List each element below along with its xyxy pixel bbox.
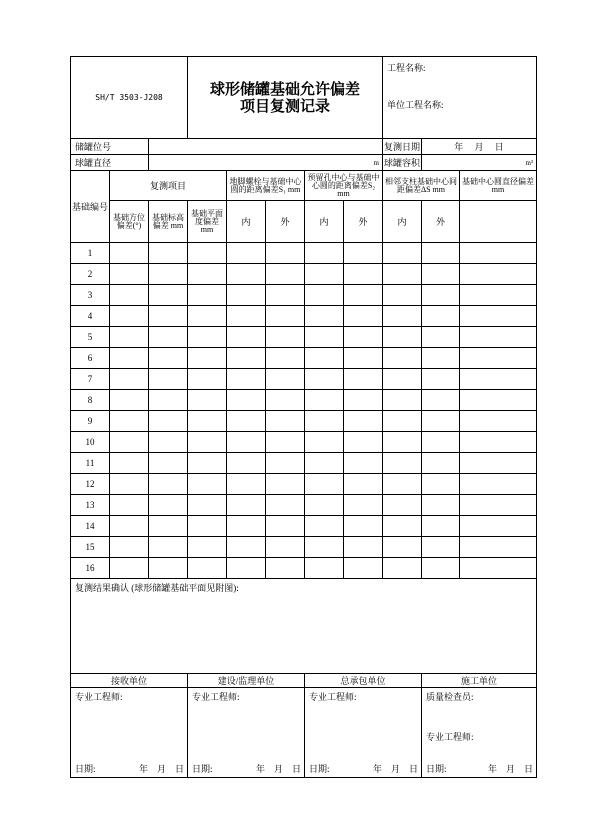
data-cell[interactable] — [344, 348, 383, 369]
form-title-line1: 球形储罐基础允许偏差 — [209, 79, 360, 98]
data-cell[interactable] — [422, 537, 460, 558]
data-cell[interactable] — [344, 432, 383, 453]
data-cell[interactable] — [266, 495, 305, 516]
data-cell[interactable] — [266, 369, 305, 390]
row-number: 4 — [71, 306, 110, 327]
data-cell[interactable] — [227, 285, 266, 306]
data-cell[interactable] — [227, 369, 266, 390]
date-field: 年 月 日 — [255, 764, 301, 774]
form-code: SH/T 3503-J208 — [71, 57, 188, 139]
date-label: 日期: — [426, 764, 447, 774]
data-cell[interactable] — [149, 558, 188, 579]
row-number: 2 — [71, 264, 110, 285]
data-cell[interactable] — [422, 369, 460, 390]
data-cell[interactable] — [383, 516, 422, 537]
data-cell[interactable] — [344, 306, 383, 327]
data-cell[interactable] — [344, 537, 383, 558]
data-cell[interactable] — [422, 285, 460, 306]
data-cell[interactable] — [266, 537, 305, 558]
data-cell[interactable] — [110, 285, 149, 306]
data-cell[interactable] — [110, 516, 149, 537]
recheck-date-label: 复测日期 — [383, 139, 422, 155]
data-cell[interactable] — [305, 390, 344, 411]
data-cell[interactable] — [344, 390, 383, 411]
data-cell[interactable] — [460, 264, 537, 285]
data-cell[interactable] — [305, 327, 344, 348]
engineer-label: 专业工程师: — [309, 692, 357, 702]
data-cell[interactable] — [227, 432, 266, 453]
record-form — [70, 56, 536, 778]
table-row — [71, 537, 537, 558]
data-cell[interactable] — [383, 348, 422, 369]
data-cell[interactable] — [383, 327, 422, 348]
data-cell[interactable] — [110, 264, 149, 285]
data-cell[interactable] — [110, 243, 149, 264]
data-cell[interactable] — [344, 495, 383, 516]
row-number: 8 — [71, 390, 110, 411]
table-row — [71, 327, 537, 348]
data-cell[interactable] — [266, 453, 305, 474]
data-cell[interactable] — [460, 243, 537, 264]
data-cell[interactable] — [460, 495, 537, 516]
data-cell[interactable] — [266, 285, 305, 306]
data-cell[interactable] — [305, 474, 344, 495]
data-cell[interactable] — [188, 390, 227, 411]
data-cell[interactable] — [188, 453, 227, 474]
data-cell[interactable] — [422, 264, 460, 285]
data-cell[interactable] — [422, 243, 460, 264]
data-cell[interactable] — [305, 516, 344, 537]
data-cell[interactable] — [149, 390, 188, 411]
sig-general-contractor: 总承包单位 — [305, 674, 422, 688]
data-cell[interactable] — [227, 495, 266, 516]
col-elevation: 基础标高偏差 mm — [149, 201, 188, 243]
table-row — [71, 558, 537, 579]
data-cell[interactable] — [460, 474, 537, 495]
row-number: 10 — [71, 432, 110, 453]
row-number: 7 — [71, 369, 110, 390]
data-cell[interactable] — [188, 537, 227, 558]
data-cell[interactable] — [305, 369, 344, 390]
data-cell[interactable] — [188, 327, 227, 348]
data-cell[interactable] — [460, 558, 537, 579]
data-cell[interactable] — [149, 243, 188, 264]
data-cell[interactable] — [227, 516, 266, 537]
volume-label: 球罐容积 — [383, 155, 422, 171]
data-cell[interactable] — [227, 390, 266, 411]
data-cell[interactable] — [149, 474, 188, 495]
data-cell[interactable] — [149, 264, 188, 285]
data-cell[interactable] — [110, 390, 149, 411]
data-cell[interactable] — [383, 369, 422, 390]
data-cell[interactable] — [460, 516, 537, 537]
data-cell[interactable] — [188, 348, 227, 369]
data-cell[interactable] — [383, 264, 422, 285]
data-cell[interactable] — [149, 348, 188, 369]
sig-block-supervision[interactable] — [188, 688, 305, 778]
col-center-circle-sub — [460, 201, 537, 243]
data-cell[interactable] — [460, 369, 537, 390]
data-cell[interactable] — [266, 306, 305, 327]
data-cell[interactable] — [305, 432, 344, 453]
data-cell[interactable] — [227, 474, 266, 495]
data-cell[interactable] — [110, 369, 149, 390]
table-row — [71, 306, 537, 327]
tank-no-field[interactable] — [149, 139, 383, 155]
diameter-label: 球罐直径 — [71, 155, 149, 171]
unit-project-label: 单位工程名称: — [387, 100, 444, 110]
sig-construction-supervision: 建设/监理单位 — [188, 674, 305, 688]
col-anchor-inner: 内 — [227, 201, 266, 243]
data-cell[interactable] — [188, 369, 227, 390]
data-cell[interactable] — [383, 495, 422, 516]
data-cell[interactable] — [305, 348, 344, 369]
data-cell[interactable] — [383, 432, 422, 453]
data-cell[interactable] — [110, 558, 149, 579]
form-title — [188, 57, 383, 139]
data-cell[interactable] — [305, 537, 344, 558]
data-cell[interactable] — [266, 348, 305, 369]
data-cell[interactable] — [149, 369, 188, 390]
data-cell[interactable] — [383, 453, 422, 474]
table-row — [71, 411, 537, 432]
data-cell[interactable] — [305, 495, 344, 516]
tank-no-label: 储罐位号 — [71, 139, 149, 155]
data-cell[interactable] — [460, 348, 537, 369]
data-cell[interactable] — [422, 474, 460, 495]
result-confirm-cell[interactable] — [71, 579, 537, 674]
data-cell[interactable] — [110, 411, 149, 432]
data-cell[interactable] — [344, 327, 383, 348]
data-cell[interactable] — [227, 306, 266, 327]
date-field: 年 月 日 — [372, 764, 418, 774]
data-cell[interactable] — [305, 285, 344, 306]
col-foundation-no: 基础编号 — [71, 171, 110, 243]
data-cell[interactable] — [422, 390, 460, 411]
result-confirm-label: 复测结果确认 (球形储罐基础平面见附图): — [75, 583, 239, 593]
data-cell[interactable] — [422, 516, 460, 537]
data-cell[interactable] — [422, 411, 460, 432]
data-cell[interactable] — [305, 264, 344, 285]
data-rows — [71, 243, 537, 579]
col-adjacent-column: 相邻支柱基础中心间距偏差ΔS mm — [383, 171, 460, 201]
data-cell[interactable] — [188, 474, 227, 495]
data-cell[interactable] — [149, 516, 188, 537]
data-cell[interactable] — [305, 453, 344, 474]
data-cell[interactable] — [344, 474, 383, 495]
quality-inspector-label: 质量检查员: — [426, 692, 474, 702]
data-cell[interactable] — [110, 537, 149, 558]
date-label: 日期: — [75, 764, 96, 774]
col-reserved-hole: 预留孔中心与基础中心圆的距离偏差S₂ mm — [305, 171, 383, 201]
data-cell[interactable] — [188, 516, 227, 537]
data-cell[interactable] — [383, 411, 422, 432]
row-number: 5 — [71, 327, 110, 348]
row-number: 16 — [71, 558, 110, 579]
row-number: 11 — [71, 453, 110, 474]
col-anchor-outer: 外 — [266, 201, 305, 243]
col-hole-inner: 内 — [305, 201, 344, 243]
project-name-cell[interactable] — [383, 57, 537, 139]
table-row — [71, 348, 537, 369]
data-cell[interactable] — [266, 243, 305, 264]
data-cell[interactable] — [227, 243, 266, 264]
data-cell[interactable] — [188, 264, 227, 285]
data-cell[interactable] — [110, 306, 149, 327]
data-cell[interactable] — [188, 306, 227, 327]
data-cell[interactable] — [149, 432, 188, 453]
data-cell[interactable] — [344, 411, 383, 432]
col-column-inner: 内 — [383, 201, 422, 243]
col-azimuth: 基础方位偏差(°) — [110, 201, 149, 243]
data-cell[interactable] — [227, 453, 266, 474]
data-cell[interactable] — [149, 306, 188, 327]
data-cell[interactable] — [460, 537, 537, 558]
data-cell[interactable] — [110, 495, 149, 516]
table-row — [71, 453, 537, 474]
data-cell[interactable] — [422, 327, 460, 348]
data-cell[interactable] — [149, 327, 188, 348]
table-row — [71, 516, 537, 537]
data-cell[interactable] — [383, 243, 422, 264]
col-hole-outer: 外 — [344, 201, 383, 243]
data-cell[interactable] — [460, 432, 537, 453]
sig-block-receiving[interactable] — [71, 688, 188, 778]
data-cell[interactable] — [266, 474, 305, 495]
data-cell[interactable] — [422, 348, 460, 369]
data-cell[interactable] — [266, 264, 305, 285]
data-cell[interactable] — [227, 411, 266, 432]
data-cell[interactable] — [305, 558, 344, 579]
data-cell[interactable] — [110, 327, 149, 348]
data-cell[interactable] — [188, 243, 227, 264]
data-cell[interactable] — [305, 306, 344, 327]
data-cell[interactable] — [344, 264, 383, 285]
row-number: 15 — [71, 537, 110, 558]
data-cell[interactable] — [149, 285, 188, 306]
sig-block-construction[interactable] — [422, 688, 537, 778]
data-cell[interactable] — [344, 453, 383, 474]
data-cell[interactable] — [227, 327, 266, 348]
engineer-label: 专业工程师: — [192, 692, 240, 702]
form-title-line2: 项目复测记录 — [239, 96, 330, 115]
data-cell[interactable] — [460, 327, 537, 348]
col-anchor-bolt: 地脚螺栓与基础中心圆的距离偏差S₁ mm — [227, 171, 305, 201]
date-field: 年 月 日 — [488, 764, 534, 774]
table-row — [71, 264, 537, 285]
data-cell[interactable] — [460, 390, 537, 411]
data-cell[interactable] — [188, 495, 227, 516]
data-cell[interactable] — [344, 558, 383, 579]
data-cell[interactable] — [149, 453, 188, 474]
data-cell[interactable] — [305, 411, 344, 432]
row-number: 6 — [71, 348, 110, 369]
date-label: 日期: — [192, 764, 213, 774]
data-cell[interactable] — [422, 453, 460, 474]
volume-field[interactable]: m³ — [422, 155, 537, 171]
data-cell[interactable] — [110, 432, 149, 453]
data-cell[interactable] — [110, 348, 149, 369]
row-number: 13 — [71, 495, 110, 516]
sig-block-contractor[interactable] — [305, 688, 422, 778]
data-cell[interactable] — [460, 285, 537, 306]
data-cell[interactable] — [344, 243, 383, 264]
row-number: 1 — [71, 243, 110, 264]
col-center-circle: 基础中心圆直径偏差 mm — [460, 171, 537, 201]
data-cell[interactable] — [227, 264, 266, 285]
sig-receiving-unit: 接收单位 — [71, 674, 188, 688]
date-label: 日期: — [309, 764, 330, 774]
data-cell[interactable] — [344, 285, 383, 306]
table-row — [71, 432, 537, 453]
data-cell[interactable] — [188, 285, 227, 306]
data-cell[interactable] — [383, 537, 422, 558]
data-cell[interactable] — [383, 474, 422, 495]
row-number: 9 — [71, 411, 110, 432]
table-row — [71, 474, 537, 495]
project-name-label: 工程名称: — [387, 63, 426, 73]
data-cell[interactable] — [227, 348, 266, 369]
data-cell[interactable] — [227, 537, 266, 558]
data-cell[interactable] — [266, 558, 305, 579]
data-cell[interactable] — [460, 453, 537, 474]
row-number: 3 — [71, 285, 110, 306]
table-row — [71, 495, 537, 516]
row-number: 12 — [71, 474, 110, 495]
diameter-field[interactable]: m — [149, 155, 383, 171]
data-cell[interactable] — [422, 306, 460, 327]
engineer-label: 专业工程师: — [75, 692, 123, 702]
row-number: 14 — [71, 516, 110, 537]
data-cell[interactable] — [383, 390, 422, 411]
engineer-label: 专业工程师: — [426, 732, 474, 742]
col-column-outer: 外 — [422, 201, 460, 243]
data-cell[interactable] — [110, 474, 149, 495]
table-row — [71, 369, 537, 390]
data-cell[interactable] — [110, 453, 149, 474]
data-cell[interactable] — [383, 306, 422, 327]
data-cell[interactable] — [266, 411, 305, 432]
data-cell[interactable] — [188, 432, 227, 453]
data-cell[interactable] — [305, 243, 344, 264]
data-cell[interactable] — [188, 411, 227, 432]
data-cell[interactable] — [149, 411, 188, 432]
data-cell[interactable] — [460, 411, 537, 432]
table-row — [71, 243, 537, 264]
record-table — [70, 56, 537, 778]
table-row — [71, 285, 537, 306]
recheck-date-field[interactable]: 年 月 日 — [422, 139, 537, 155]
col-recheck-items: 复测项目 — [110, 171, 227, 201]
data-cell[interactable] — [266, 390, 305, 411]
data-cell[interactable] — [383, 558, 422, 579]
date-field: 年 月 日 — [138, 764, 184, 774]
data-cell[interactable] — [422, 495, 460, 516]
sig-construction-unit: 施工单位 — [422, 674, 537, 688]
data-cell[interactable] — [383, 285, 422, 306]
data-cell[interactable] — [422, 558, 460, 579]
data-cell[interactable] — [460, 306, 537, 327]
data-cell[interactable] — [149, 495, 188, 516]
data-cell[interactable] — [422, 432, 460, 453]
data-cell[interactable] — [149, 537, 188, 558]
table-row — [71, 390, 537, 411]
data-cell[interactable] — [188, 558, 227, 579]
data-cell[interactable] — [266, 516, 305, 537]
col-flatness: 基础平面度偏差 mm — [188, 201, 227, 243]
data-cell[interactable] — [266, 432, 305, 453]
data-cell[interactable] — [344, 369, 383, 390]
data-cell[interactable] — [266, 327, 305, 348]
data-cell[interactable] — [227, 558, 266, 579]
data-cell[interactable] — [344, 516, 383, 537]
